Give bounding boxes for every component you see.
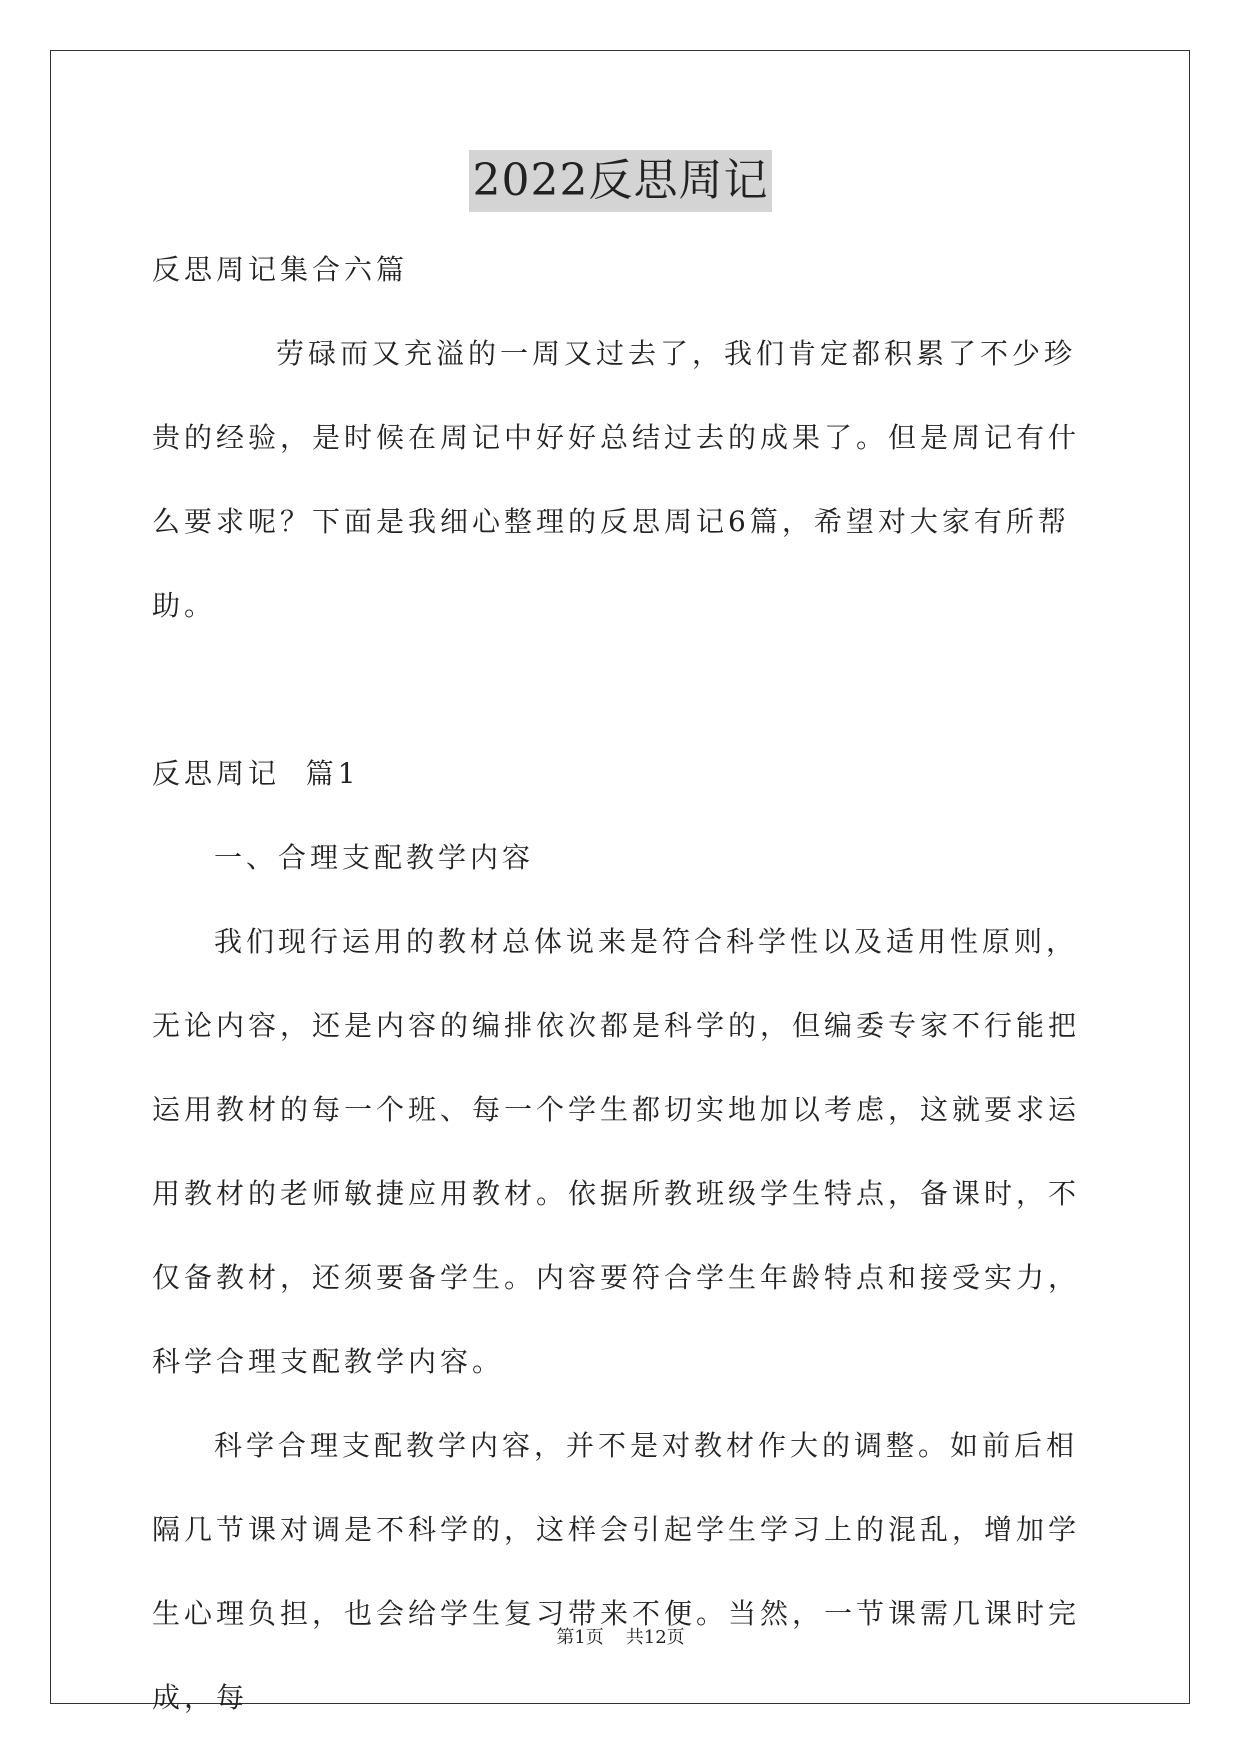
body-paragraph-1: 我们现行运用的教材总体说来是符合科学性以及适用性原则，无论内容，还是内容的编排依次都是科学的，但编委专家不行能把运用教材的每一个班、每一个学生都切实地加以考虑，这就要求运用教材的老师敏捷应用教材。依据所教班级学生特点，备课时，不仅备教材，还须要备学生。内容要符合学生年龄特点和接受实力，科学合理支配教学内容。 — [152, 925, 1081, 1378]
section-spacer — [152, 648, 1092, 732]
page-footer — [0, 1623, 1241, 1649]
section-heading: 反思周记 篇1 — [152, 757, 360, 790]
page-number: 第1页 — [556, 1627, 604, 1648]
document-body — [152, 228, 1092, 1740]
document-subtitle: 反思周记集合六篇 — [152, 253, 409, 286]
intro-paragraph: 劳碌而又充溢的一周又过去了，我们肯定都积累了不少珍贵的经验，是时候在周记中好好总结过去的成果了。但是周记有什么要求呢？下面是我细心整理的反思周记6篇，希望对大家有所帮助。 — [152, 337, 1081, 622]
title-container — [0, 150, 1241, 212]
page-total: 共12页 — [625, 1627, 685, 1648]
body-paragraph-2: 科学合理支配教学内容，并不是对教材作大的调整。如前后相隔几节课对调是不科学的，这样会引起学生学习上的混乱，增加学生心理负担，也会给学生复习带来不便。当然，一节课需几课时完成，每 — [152, 1429, 1081, 1714]
point-heading: 一、合理支配教学内容 — [214, 841, 535, 874]
document-title: 2022反思周记 — [469, 150, 773, 212]
